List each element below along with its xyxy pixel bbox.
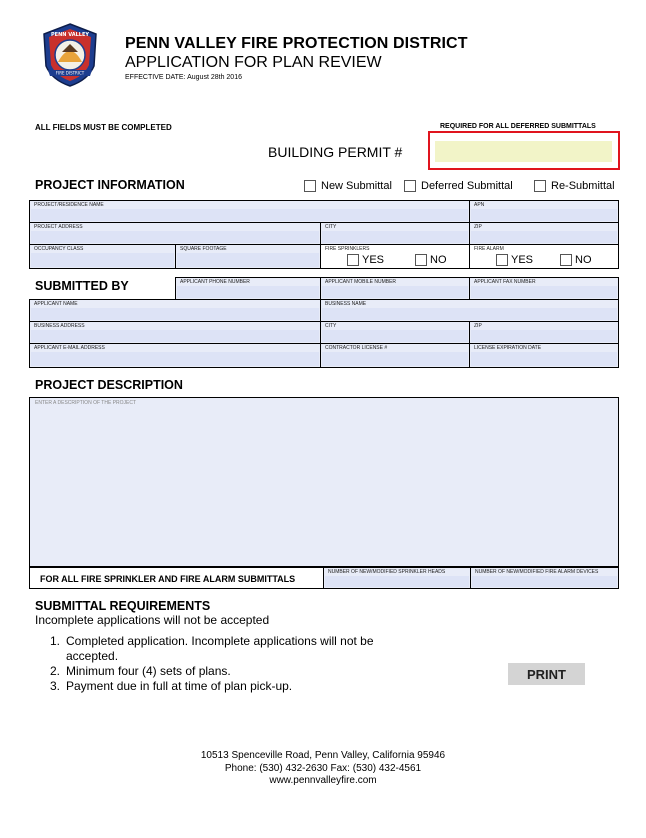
sprinklers-no-option[interactable]: NO — [415, 254, 447, 266]
footer-phone: Phone: (530) 432-2630 Fax: (530) 432-4561 — [224, 762, 422, 774]
sprinklers-no-checkbox[interactable] — [415, 254, 427, 266]
applicant-fax-field[interactable]: APPLICANT FAX NUMBER — [469, 277, 619, 300]
building-permit-box — [428, 131, 620, 170]
submittal-requirements-heading: SUBMITTAL REQUIREMENTS — [35, 599, 211, 613]
alarm-devices-field[interactable]: NUMBER OF NEW/MODIFIED FIRE ALARM DEVICES — [470, 567, 619, 589]
alarm-yes-option[interactable]: YES — [496, 254, 533, 266]
applicant-email-field[interactable]: APPLICANT E-MAIL ADDRESS — [29, 343, 321, 368]
project-description-textarea[interactable]: ENTER A DESCRIPTION OF THE PROJECT — [29, 397, 619, 567]
apn-field[interactable]: APN — [469, 200, 619, 223]
page-title: PENN VALLEY FIRE PROTECTION DISTRICT — [125, 35, 468, 52]
square-footage-field[interactable]: SQUARE FOOTAGE — [175, 244, 321, 269]
re-submittal-checkbox[interactable] — [534, 180, 546, 192]
sprinkler-heads-field[interactable]: NUMBER OF NEW/MODIFIED SPRINKLER HEADS — [323, 567, 471, 589]
contractor-license-field[interactable]: CONTRACTOR LICENSE # — [320, 343, 470, 368]
applicant-name-field[interactable]: APPLICANT NAME — [29, 299, 321, 322]
district-logo — [40, 22, 100, 88]
all-fields-note: ALL FIELDS MUST BE COMPLETED — [35, 123, 172, 132]
project-address-field[interactable]: PROJECT ADDRESS — [29, 222, 321, 245]
deferred-submittal-option[interactable]: Deferred Submittal — [404, 180, 513, 192]
alarm-no-checkbox[interactable] — [560, 254, 572, 266]
deferred-submittal-checkbox[interactable] — [404, 180, 416, 192]
page-subtitle: APPLICATION FOR PLAN REVIEW — [125, 54, 382, 71]
project-description-heading: PROJECT DESCRIPTION — [35, 378, 183, 392]
footer — [0, 750, 646, 788]
footer-address: 10513 Spenceville Road, Penn Valley, California 95946 — [200, 750, 446, 761]
fire-alarm-cell: FIRE ALARM YES NO — [469, 244, 619, 269]
alarm-yes-checkbox[interactable] — [496, 254, 508, 266]
business-address-field[interactable]: BUSINESS ADDRESS — [29, 321, 321, 344]
list-item: 1. Completed application. Incomplete applications will not be accepted. — [50, 634, 374, 663]
required-deferred-note: REQUIRED FOR ALL DEFERRED SUBMITTALS — [440, 123, 596, 130]
applicant-phone-field[interactable]: APPLICANT PHONE NUMBER — [175, 277, 321, 300]
project-name-field[interactable]: PROJECT/RESIDENCE NAME — [29, 200, 470, 223]
license-expiration-field[interactable]: LICENSE EXPIRATION DATE — [469, 343, 619, 368]
list-item: 2. Minimum four (4) sets of plans. — [50, 664, 231, 678]
svg-text:PENN VALLEY: PENN VALLEY — [51, 32, 89, 38]
fire-sprinklers-cell: FIRE SPRINKLERS YES NO — [320, 244, 470, 269]
business-name-field[interactable]: BUSINESS NAME — [320, 299, 619, 322]
applicant-mobile-field[interactable]: APPLICANT MOBILE NUMBER — [320, 277, 470, 300]
business-zip-field[interactable]: ZIP — [469, 321, 619, 344]
building-permit-label: BUILDING PERMIT # — [268, 144, 403, 160]
project-information-heading: PROJECT INFORMATION — [35, 178, 185, 192]
occupancy-class-field[interactable]: OCCUPANCY CLASS — [29, 244, 176, 269]
list-item: 3. Payment due in full at time of plan pick-up. — [50, 679, 293, 693]
requirements-list — [50, 634, 420, 694]
building-permit-input[interactable] — [435, 141, 612, 162]
submittal-requirements-subtitle: Incomplete applications will not be accepted — [35, 613, 270, 627]
fire-submittals-label-cell: FOR ALL FIRE SPRINKLER AND FIRE ALARM SUBMITTALS — [29, 567, 324, 589]
new-submittal-checkbox[interactable] — [304, 180, 316, 192]
project-zip-field[interactable]: ZIP — [469, 222, 619, 245]
effective-date: EFFECTIVE DATE: August 28th 2016 — [125, 74, 242, 81]
submitted-by-heading: SUBMITTED BY — [35, 279, 129, 293]
business-city-field[interactable]: CITY — [320, 321, 470, 344]
re-submittal-option[interactable]: Re-Submittal — [534, 180, 615, 192]
new-submittal-option[interactable]: New Submittal — [304, 180, 392, 192]
footer-website[interactable]: www.pennvalleyfire.com — [269, 775, 377, 786]
project-city-field[interactable]: CITY — [320, 222, 470, 245]
print-button[interactable]: PRINT — [508, 663, 585, 685]
sprinklers-yes-checkbox[interactable] — [347, 254, 359, 266]
svg-text:FIRE DISTRICT: FIRE DISTRICT — [55, 70, 85, 76]
alarm-no-option[interactable]: NO — [560, 254, 592, 266]
sprinklers-yes-option[interactable]: YES — [347, 254, 384, 266]
